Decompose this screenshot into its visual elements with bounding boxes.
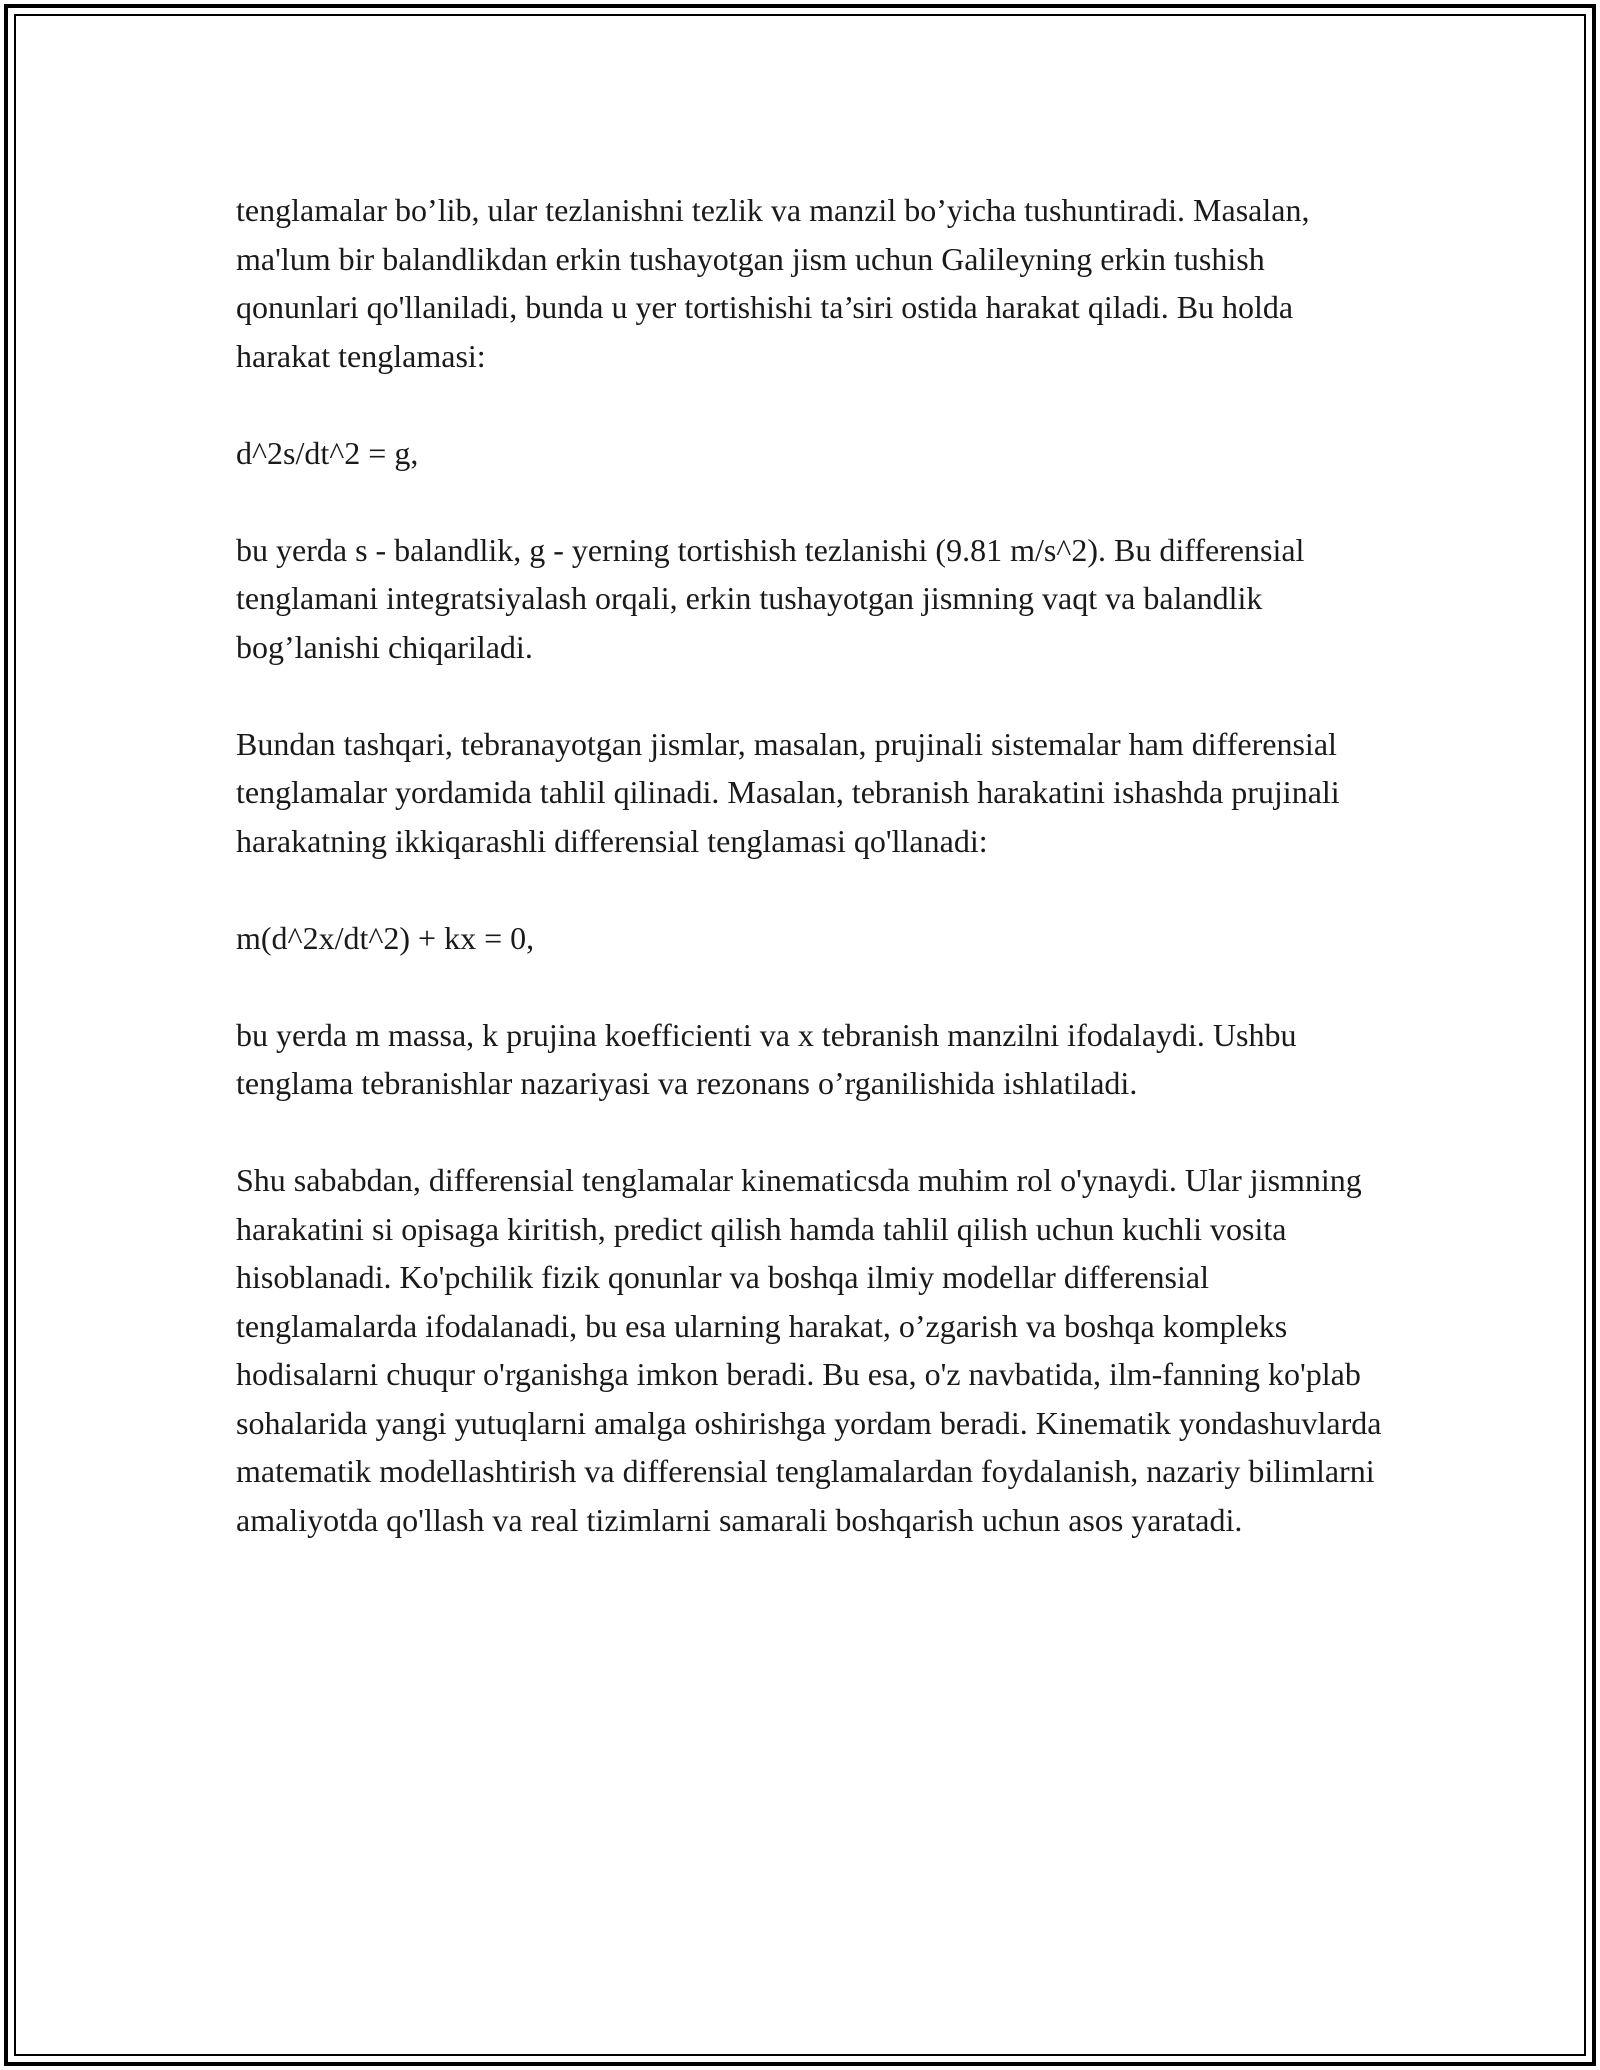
document-body (236, 186, 1386, 1544)
paragraph-oscillation-intro: Bundan tashqari, tebranayotgan jismlar, masalan, prujinali sistemalar ham differensial tenglamalar yordamida tahlil qilinadi. Masalan, tebranish harakatini ishashda prujinali harakatning ikkiqarashli differensial tenglamasi qo'llanadi: (236, 725, 1340, 859)
paragraph-conclusion: Shu sababdan, differensial tenglamalar kinematicsda muhim rol o'ynaydi. Ular jismning harakatini si opisaga kiritish, predict qilish hamda tahlil qilish uchun kuchli vosita hisoblanadi. Ko'pchilik fizik qonunlar va boshqa ilmiy modellar differensial tenglamalarda ifodalanadi, bu esa ularning harakat, o’zgarish va boshqa kompleks hodisalarni chuqur o'rganishga imkon beradi. Bu esa, o'z navbatida, ilm-fanning ko'plab sohalarida yangi yutuqlarni amalga oshirishga yordam beradi. Kinematik yondashuvlarda matematik modellashtirish va differensial tenglamalardan foydalanish, nazariy bilimlarni amaliyotda qo'llash va real tizimlarni samarali boshqarish uchun asos yaratadi. (236, 1162, 1382, 1538)
paragraph-oscillation-explanation: bu yerda m massa, k prujina koefficienti va x tebranish manzilni ifodalaydi. Ushbu tenglama tebranishlar nazariyasi va rezonans o’rganilishida ishlatiladi. (236, 1016, 1297, 1101)
paragraph-free-fall-explanation: bu yerda s - balandlik, g - yerning tortishish tezlanishi (9.81 m/s^2). Bu differensial tenglamani integratsiyalash orqali, erkin tushayotgan jismning vaqt va balandlik bog’lanishi chiqariladi. (236, 531, 1305, 665)
equation-spring-oscillation: m(d^2x/dt^2) + kx = 0, (236, 919, 535, 956)
equation-free-fall: d^2s/dt^2 = g, (236, 434, 419, 471)
paragraph-free-fall-intro: tenglamalar bo’lib, ular tezlanishni tezlik va manzil bo’yicha tushuntiradi. Masalan, ma'lum bir balandlikdan erkin tushayotgan jism uchun Galileyning erkin tushish qonunlari qo'llaniladi, bunda u yer tortishishi ta’siri ostida harakat qiladi. Bu holda harakat tenglamasi: (236, 192, 1310, 374)
